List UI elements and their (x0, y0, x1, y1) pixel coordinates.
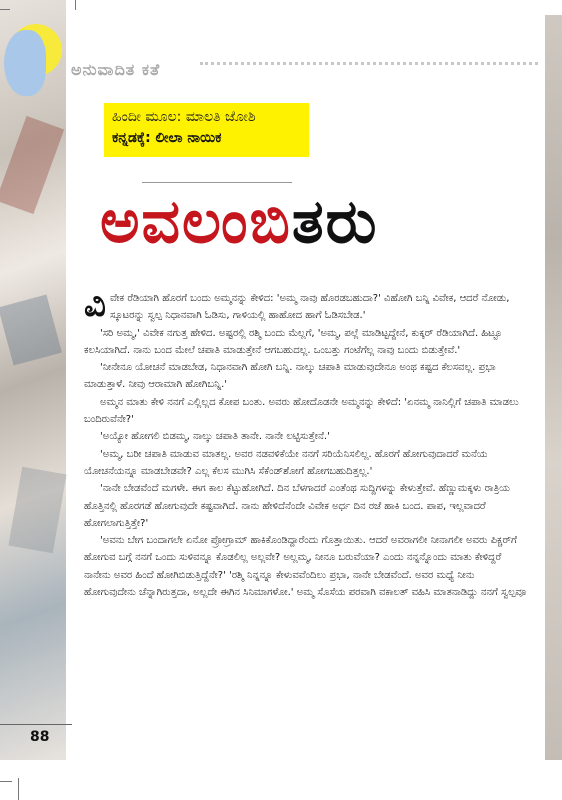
dotted-divider (200, 62, 538, 65)
paragraph: ಅಮ್ಮನ ಮಾತು ಕೇಳಿ ನನಗೆ ಎಲ್ಲಿಲ್ಲದ ಕೋಪ ಬಂತು. ಅವರು ಹೋದೊಡನೇ ಅಮ್ಮನನ್ನು ಕೇಳಿದೆ: 'ಏನಮ್ಮ ನಾನಿಲ್ಲಿಗೆ ಚಪಾತಿ ಮಾಡಲು ಬಂದಿರುವೆನೇ?' (84, 396, 519, 426)
crop-mark (75, 0, 76, 10)
paragraph: 'ಸರಿ ಅಮ್ಮ,' ವಿವೇಕ ನಗುತ್ತ ಹೇಳಿದ. ಅಷ್ಟರಲ್ಲಿ ರಶ್ಮಿ ಬಂದು ಮೆಲ್ಲಗೆ, 'ಅಮ್ಮ, ಪಲ್ಲೆ ಮಾಡಿಟ್ಟದ್ದೇನೆ, ಕುಕ್ಕರ್ ರೆಡಿಯಾಗಿದೆ. ಹಿಟ್ಟೂ ಕಲಸಿಯಾಗಿದೆ. ನಾನು ಬಂದ ಮೇಲೆ ಚಪಾತಿ ಮಾಡುತ್ತೇನೆ ಆಗಬಹುದಲ್ಲ. ಒಂಬತ್ತು ಗಂಟೆಗೆಲ್ಲ ನಾವು ಬಂದು ಬಿಡುತ್ತೇವೆ.' (84, 327, 502, 356)
right-decorative-image (545, 15, 562, 760)
credit-box (104, 103, 309, 157)
original-author-credit: ಹಿಂದೀ ಮೂಲ: ಮಾಲತಿ ಜೋಶಿ (112, 109, 256, 125)
crop-mark (0, 781, 12, 782)
paragraph: 'ನೀನೇನೂ ಯೋಚನೆ ಮಾಡಬೇಡ, ನಿಧಾನವಾಗಿ ಹೋಗಿ ಬನ್ನಿ. ನಾಲ್ಕು ಚಪಾತಿ ಮಾಡುವುದೇನೂ ಅಂಥ ಕಷ್ಟದ ಕೆಲಸವಲ್ಲ. ಪ್ರಭಾ ಮಾಡುತ್ತಾಳೆ. ನೀವು ಆರಾಮಾಗಿ ಹೋಗಿಬನ್ನಿ.' (84, 362, 496, 391)
story-title (100, 182, 520, 262)
translator-credit: ಕನ್ನಡಕ್ಕೆ: ಲೀಲಾ ನಾಯಿಕ (112, 130, 222, 146)
crop-mark (0, 9, 10, 10)
section-label: ಅನುವಾದಿತ ಕತೆ (71, 60, 161, 79)
paint-streak (8, 467, 66, 554)
page-number: 88 (30, 729, 50, 745)
paint-streak (0, 116, 64, 214)
paint-streak (0, 295, 62, 366)
story-body (84, 285, 528, 601)
paragraph: ವೇಕ ರೆಡಿಯಾಗಿ ಹೊರಗೆ ಬಂದು ಅಮ್ಮನನ್ನು ಕೇಳಿದ: 'ಅಮ್ಮ ನಾವು ಹೊರಡಬಹುದಾ?' ವಿಹೋಗಿ ಬನ್ನಿ ವಿವೇಕ, ಆದರೆ ನೋಡು, ಸ್ಕೂಟರನ್ನು ಸ್ವಲ್ಪ ನಿಧಾನವಾಗಿ ಓಡಿಸು, ಗಾಳಿಯಲ್ಲಿ ಹಾಹೋದ ಹಾಗೆ ಓಡಿಸಬೇಡ.' (109, 293, 510, 322)
paragraph: 'ಅವನು ಬೇಗ ಬಂದಾಗಲೇ ಏನೋ ಪ್ರೋಗ್ರಾಮ್ ಹಾಕಿಕೊಂಡಿದ್ದಾರೆಂದು ಗೊತ್ತಾಯಿತು. ಆದರೆ ಅವರಾಗಲೀ ನೀನಾಗಲೀ ಅವರು ಪಿಕ್ಚರ್‌ಗೆ ಹೋಗುವ ಬಗ್ಗೆ ನನಗೆ ಒಂದು ಸುಳಿವನ್ನೂ ಕೊಡಲಿಲ್ಲ ಅಲ್ಲವೇ? ಅಲ್ಲಮ್ಮ, ನೀನೂ ಬರುವೆಯಾ? ಎಂದು ನನ್ನನ್ನೊಂದು ಮಾತು ಕೇಳಿದ್ದರೆ ನಾನೇನು ಅವರ ಹಿಂದೆ ಹೋಗಿಬಿಡುತ್ತಿದ್ದೆನೇ?' 'ರಶ್ಮಿ ನಿನ್ನನ್ನೂ ಕೇಳುವವೆಂದಿಲು ಪ್ರಭಾ, ನಾನೇ ಬೇಡವೆಂದೆ. ಅವರ ಮಧ್ಯೆ ನೀನು ಹೋಗುವುದೇನು ಚೆನ್ನಾಗಿರುತ್ತದಾ, ಅಲ್ಲದೇ ಈಗಿನ ಸಿನಿಮಾಗಳೋ.' ಅಮ್ಮ ಸೊಸೆಯ ಪರವಾಗಿ ವಕಾಲತ್ ವಹಿಸಿ ಮಾತನಾಡಿದ್ದು ನನಗೆ ಸ್ವಲ್ಪವೂ (84, 535, 527, 599)
title-dark-part: ತರು (291, 187, 379, 257)
title-red-part: ಅವಲಂಬಿ (100, 187, 292, 257)
drop-cap: ವಿ (84, 285, 106, 325)
paragraph: 'ಅಯ್ಯೋ ಹೋಗಲಿ ಬಿಡಮ್ಮ, ನಾಲ್ಕು ಚಪಾತಿ ತಾನೇ. ನಾನೇ ಲಟ್ಟಿಸುತ್ತೇನೆ.' (100, 431, 330, 443)
paragraph: 'ಅಮ್ಮ, ಬರೀ ಚಪಾತಿ ಮಾಡುವ ಮಾತಲ್ಲ. ಅವರ ನಡವಳಿಕೆಯೇ ನನಗೆ ಸರಿಯೆನಿಸಲಿಲ್ಲ. ಹೊರಗೆ ಹೋಗುವುದಾದರೆ ಮನೆಯ ಯೋಚನೆಯನ್ನೂ ಮಾಡಬೇಡವೇ? ಎಲ್ಲ ಕೆಲಸ ಮುಗಿಸಿ ಸೆಕೆಂಡ್‌ಶೋಗೆ ಹೋಗಬಹುದಿತ್ತಲ್ಲ.' (84, 448, 488, 477)
blue-shape-decoration (4, 30, 46, 96)
left-decorative-image (0, 0, 66, 760)
page-number-rule (0, 724, 72, 725)
paragraph: 'ನಾನೇ ಬೇಡವೆಂದೆ ಮಗಳೇ. ಈಗ ಕಾಲ ಕೆಟ್ಟುಹೋಗಿದೆ. ದಿನ ಬೆಳಗಾದರೆ ಎಂತೆಂಥ ಸುದ್ದಿಗಳನ್ನು ಕೇಳುತ್ತೇವೆ. ಹೆಣ್ಣುಮಕ್ಕಳು ರಾತ್ರಿಯ ಹೊತ್ತಿನಲ್ಲಿ ಹೊರಗಡೆ ಹೋಗುವುದೇ ಕಷ್ಟವಾಗಿದೆ. ನಾನು ಹೇಳಿದೆನೆಂದೇ ವಿವೇಕ ಅರ್ಧ ದಿನ ರಜೆ ಹಾಕಿ ಬಂದ. ಪಾಪ, ಇಲ್ಲವಾದರೆ ಹೋಗಲಾಗುತ್ತಿತ್ತೇ?' (84, 483, 510, 529)
crop-mark (18, 778, 19, 800)
